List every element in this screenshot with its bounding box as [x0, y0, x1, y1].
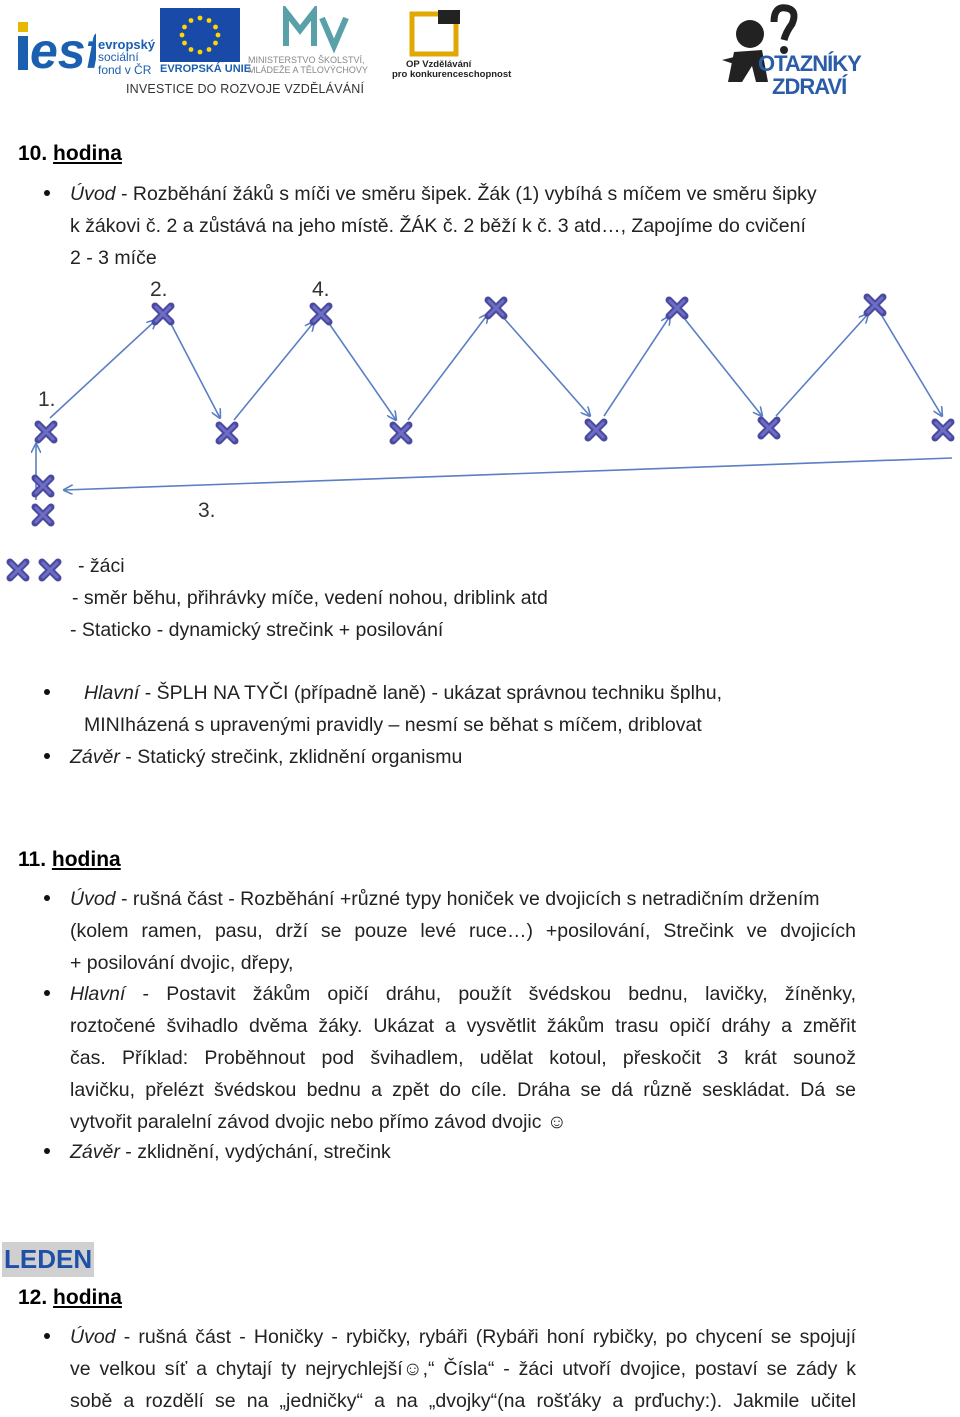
otazniky-line-1: OTAZNÍKY — [758, 51, 861, 76]
esf-logo — [16, 6, 96, 77]
op-line-2: pro konkurenceschopnost — [392, 69, 512, 80]
bullet — [44, 689, 50, 695]
zaver-label: Závěr — [70, 746, 120, 768]
arrow — [170, 322, 220, 418]
bullet — [44, 753, 50, 759]
lesson-11-number: 11. — [18, 848, 47, 871]
esf-line-3: fond v ČR — [98, 63, 152, 77]
lesson-12-number: 12. — [18, 1286, 48, 1309]
legend-arrow-text: - směr běhu, přihrávky míče, vedení nohou, driblink atd — [72, 587, 548, 609]
arrow — [502, 316, 590, 416]
student-cross — [935, 422, 951, 438]
esf-logo-mark — [16, 6, 96, 72]
uvod-line-1: - rušná část - Rozběhání +různé typy honiček ve dvojicích s netradičním držením — [115, 888, 820, 910]
lesson-12-word: hodina — [53, 1286, 122, 1309]
msmt-line-1: MINISTERSTVO ŠKOLSTVÍ, — [248, 55, 365, 65]
lesson-12-uvod — [70, 1321, 856, 1417]
uvod-line-3: + posilování dvojic, dřepy, — [70, 952, 294, 974]
hlavni-label: Hlavní — [84, 682, 140, 704]
bullet — [44, 1333, 50, 1339]
arrow — [50, 320, 156, 418]
uvod-line-2: ve velkou síť a chytají ty nejrychlejší☺,“ Čísla“ - žáci utvoří dvojice, postaví se zády k — [70, 1358, 856, 1380]
uvod-line-2: (kolem ramen, pasu, drží se pouze levé ruce…) +posilování, Strečink ve dvojicích — [70, 920, 856, 942]
student-cross — [35, 507, 51, 523]
lesson-10-word: hodina — [53, 142, 122, 165]
uvod-label: Úvod — [70, 1326, 116, 1348]
lesson-10-uvod — [70, 178, 817, 274]
esf-logo-text: esf — [30, 23, 96, 72]
arrow — [234, 322, 314, 420]
hlavni-line-2: MINIházená s upravenými pravidly – nesmí se běhat s míčem, driblovat — [84, 714, 702, 736]
arrow — [408, 314, 488, 420]
student-cross — [35, 478, 51, 494]
bullet — [44, 1148, 50, 1154]
op-logo — [408, 8, 464, 63]
student-cross — [669, 300, 685, 316]
uvod-line-3: 2 - 3 míče — [70, 247, 157, 269]
hlavni-line-4: lavičku, přelézt švédskou bednu a zpět do cíle. Dráha se dá různě seskládat. Dá se — [70, 1079, 856, 1101]
zaver-label: Závěr — [70, 1141, 120, 1163]
otazniky-line-2: ZDRAVÍ — [772, 74, 847, 99]
arrow — [684, 318, 762, 416]
lesson-11-zaver — [70, 1136, 391, 1168]
msmt-text — [248, 55, 368, 75]
lesson-11-word: hodina — [51, 848, 121, 871]
hlavni-line-2: roztočené švihadlo dvěma žáky. Ukázat a vysvětlit žákům trasu opičí dráhy a změřit — [70, 1015, 856, 1037]
student-cross — [588, 422, 604, 438]
lesson-10-heading — [18, 142, 122, 166]
student-cross — [38, 424, 54, 440]
uvod-line-1: - rušná část - Honičky - rybičky, rybáři (Rybáři honí rybičky, po chycení se spojují — [115, 1326, 856, 1348]
msmt-mark-icon — [282, 6, 352, 54]
label-4: 4. — [312, 278, 330, 301]
label-3: 3. — [198, 499, 216, 522]
esf-line-1: evropský — [98, 37, 156, 52]
eu-flag — [160, 8, 240, 62]
month-heading: LEDEN — [2, 1242, 94, 1277]
zaver-text: - zklidnění, vydýchání, strečink — [119, 1141, 391, 1163]
bullet — [44, 190, 50, 196]
esf-text — [98, 38, 155, 77]
op-mark-icon — [408, 8, 464, 58]
legend-students: - žáci — [78, 555, 125, 577]
student-cross — [155, 306, 171, 322]
esf-line-2: sociální — [98, 50, 139, 64]
label-2: 2. — [150, 278, 168, 301]
hlavni-label: Hlavní — [70, 983, 126, 1005]
bullet — [44, 895, 50, 901]
eu-stars-icon — [160, 8, 240, 62]
uvod-label: Úvod — [70, 888, 116, 910]
legend-cross — [10, 562, 26, 578]
student-cross — [488, 300, 504, 316]
lesson-12-heading — [18, 1286, 122, 1310]
student-cross — [219, 425, 235, 441]
student-cross — [393, 425, 409, 441]
uvod-label: Úvod — [70, 183, 116, 205]
investice-text: INVESTICE DO ROZVOJE VZDĚLÁVÁNÍ — [126, 82, 365, 96]
zaver-text: - Statický strečink, zklidnění organismu — [119, 746, 463, 768]
msmt-line-2: MLÁDEŽE A TĚLOVÝCHOVY — [248, 65, 368, 75]
uvod-line-1: - Rozběhání žáků s míči ve směru šipek. Žák (1) vybíhá s míčem ve směru šipky — [115, 183, 817, 205]
hlavni-line-1: - Postavit žákům opičí dráhu, použít švédskou bednu, lavičky, žíněnky, — [125, 983, 856, 1005]
msmt-logo — [282, 6, 352, 59]
lesson-10-hlavni — [84, 677, 722, 741]
zigzag-arrows — [36, 314, 952, 500]
hlavni-line-1: - ŠPLH NA TYČI (případně laně) - ukázat správnou techniku šplhu, — [139, 682, 723, 704]
otazniky-text — [758, 52, 861, 98]
eu-text: EVROPSKÁ UNIE — [160, 63, 252, 75]
staticko-text: - Staticko - dynamický strečink + posilování — [70, 619, 444, 641]
hlavni-line-5: vytvořit paralelní závod dvojic nebo přímo závod dvojic ☺ — [70, 1111, 567, 1133]
student-cross — [313, 306, 329, 322]
arrow — [328, 322, 396, 420]
lesson-11-uvod — [70, 883, 856, 979]
op-text — [392, 60, 511, 80]
uvod-line-2: k žákovi č. 2 a zůstává na jeho místě. ŽÁK č. 2 běží k č. 3 atd…, Zapojíme do cvičení — [70, 215, 806, 237]
lesson-10-zaver — [70, 741, 462, 773]
legend-cross — [42, 562, 58, 578]
lesson-11-hlavni — [70, 978, 856, 1138]
bullet — [44, 990, 50, 996]
lesson-11-heading — [18, 848, 121, 872]
running-diagram — [0, 280, 960, 600]
op-line-1: OP Vzdělávání — [406, 59, 472, 70]
student-cross — [867, 297, 883, 313]
arrow — [882, 316, 942, 416]
arrow — [604, 316, 670, 416]
uvod-line-3: sobě a rozdělí se na „jedničky“ a na „dvojky“(na rošťáky a prďuchy:). Jakmile učitel — [70, 1390, 856, 1412]
hlavni-line-3: čas. Příklad: Proběhnout pod švihadlem, udělat kotoul, přeskočit 3 krát sounož — [70, 1047, 856, 1069]
lesson-10-number: 10. — [18, 142, 48, 165]
arrow — [776, 314, 868, 416]
label-1: 1. — [38, 388, 56, 411]
return-arrow — [64, 458, 952, 490]
header-logos — [0, 0, 960, 105]
student-cross — [761, 420, 777, 436]
